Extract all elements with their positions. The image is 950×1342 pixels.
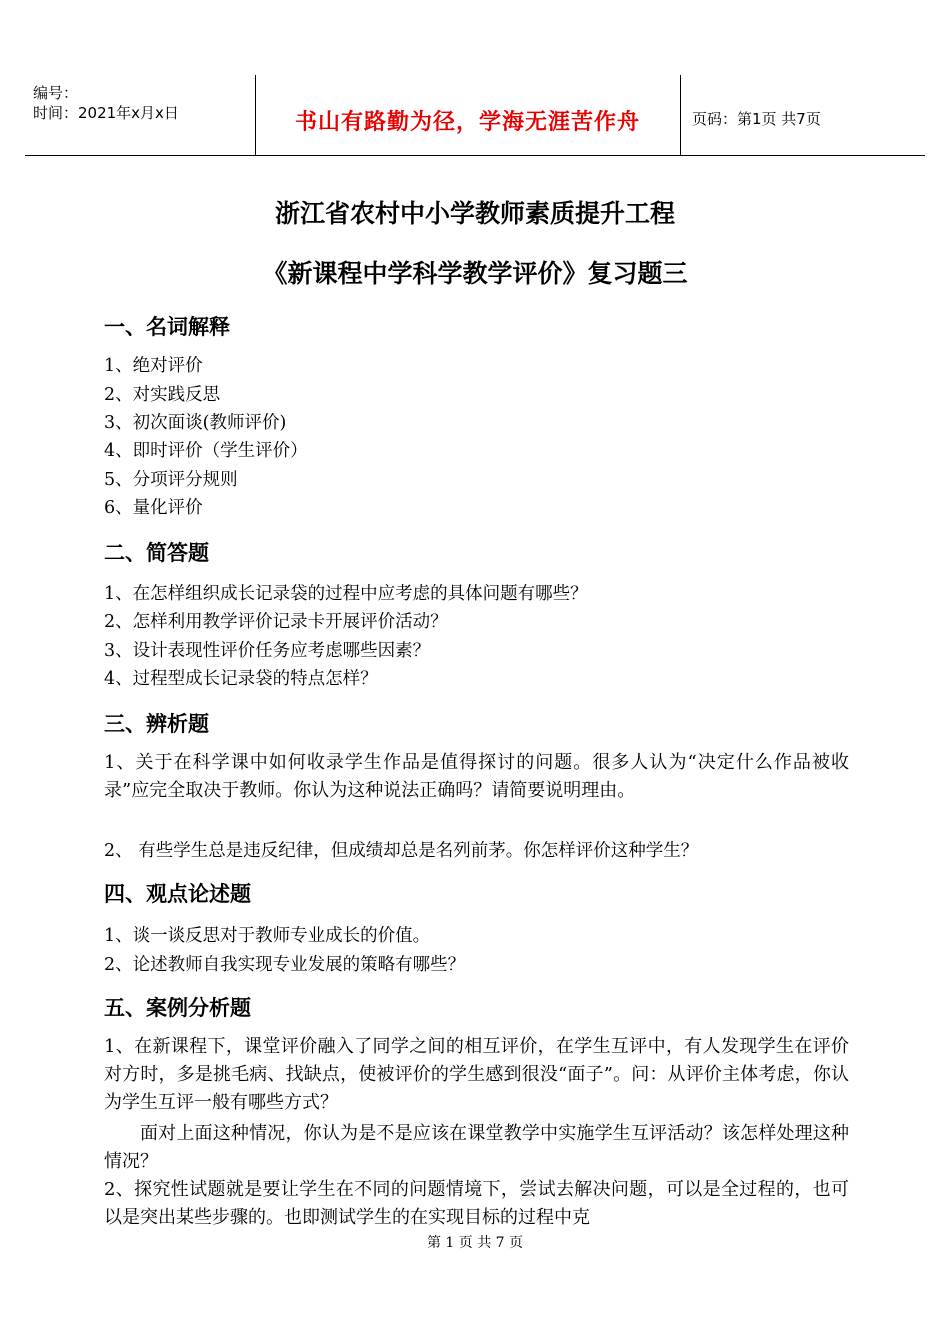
motto: 书山有路勤为径，学海无涯苦作舟 xyxy=(294,110,640,135)
section-heading-5: 五、案例分析题 xyxy=(104,996,251,1020)
code-label: 编号： xyxy=(33,84,79,102)
list-item: 2、对实践反思 xyxy=(104,385,221,405)
header-motto-cell xyxy=(255,75,681,155)
section-heading-1: 一、名词解释 xyxy=(104,315,230,339)
paragraph: 面对上面这种情况，你认为是不是应该在课堂教学中实施学生互评活动？该怎样处理这种情况？ xyxy=(104,1123,849,1172)
list-item: 4、即时评价（学生评价） xyxy=(104,441,308,461)
page-header xyxy=(25,75,925,156)
header-info-cell xyxy=(25,75,256,155)
list-item: 2、怎样利用教学评价记录卡开展评价活动？ xyxy=(104,612,448,632)
page-footer: 第 1 页 共 7 页 xyxy=(426,1235,524,1251)
list-item: 1、绝对评价 xyxy=(104,356,203,376)
paragraph: 2、 有些学生总是违反纪律，但成绩却总是名列前茅。你怎样评价这种学生？ xyxy=(104,841,699,861)
list-item: 3、设计表现性评价任务应考虑哪些因素？ xyxy=(104,641,431,661)
section-heading-4: 四、观点论述题 xyxy=(104,882,251,906)
list-item: 3、初次面谈(教师评价) xyxy=(104,413,287,433)
list-item: 6、量化评价 xyxy=(104,498,203,518)
document-subtitle: 《新课程中学科学教学评价》复习题三 xyxy=(262,259,688,288)
list-item: 1、谈一谈反思对于教师专业成长的价值。 xyxy=(104,926,431,946)
header-page-cell xyxy=(680,75,925,155)
paragraph: 2、探究性试题就是要让学生在不同的问题情境下，尝试去解决问题，可以是全过程的，也可以是突出某些步骤的。也即测试学生的在实现目标的过程中克 xyxy=(104,1179,849,1228)
paragraph: 1、关于在科学课中如何收录学生作品是值得探讨的问题。很多人认为“决定什么作品被收录”应完全取决于教师。你认为这种说法正确吗？请简要说明理由。 xyxy=(104,752,849,801)
section-heading-2: 二、简答题 xyxy=(104,541,209,565)
list-item: 5、分项评分规则 xyxy=(104,470,238,490)
list-item: 4、过程型成长记录袋的特点怎样？ xyxy=(104,669,378,689)
section-heading-3: 三、辨析题 xyxy=(104,712,209,736)
list-item: 2、论述教师自我实现专业发展的策略有哪些？ xyxy=(104,955,466,975)
time-label: 时间：2021年x月x日 xyxy=(33,104,179,122)
list-item: 1、在怎样组织成长记录袋的过程中应考虑的具体问题有哪些？ xyxy=(104,584,588,604)
document-title: 浙江省农村中小学教师素质提升工程 xyxy=(274,199,675,228)
paragraph: 1、在新课程下，课堂评价融入了同学之间的相互评价，在学生互评中，有人发现学生在评价对方时，多是挑毛病、找缺点，使被评价的学生感到很没“面子”。问：从评价主体考虑，你认为学生互评一般有哪些方式？ xyxy=(104,1036,849,1113)
page-label: 页码：第1页 共7页 xyxy=(692,110,821,128)
